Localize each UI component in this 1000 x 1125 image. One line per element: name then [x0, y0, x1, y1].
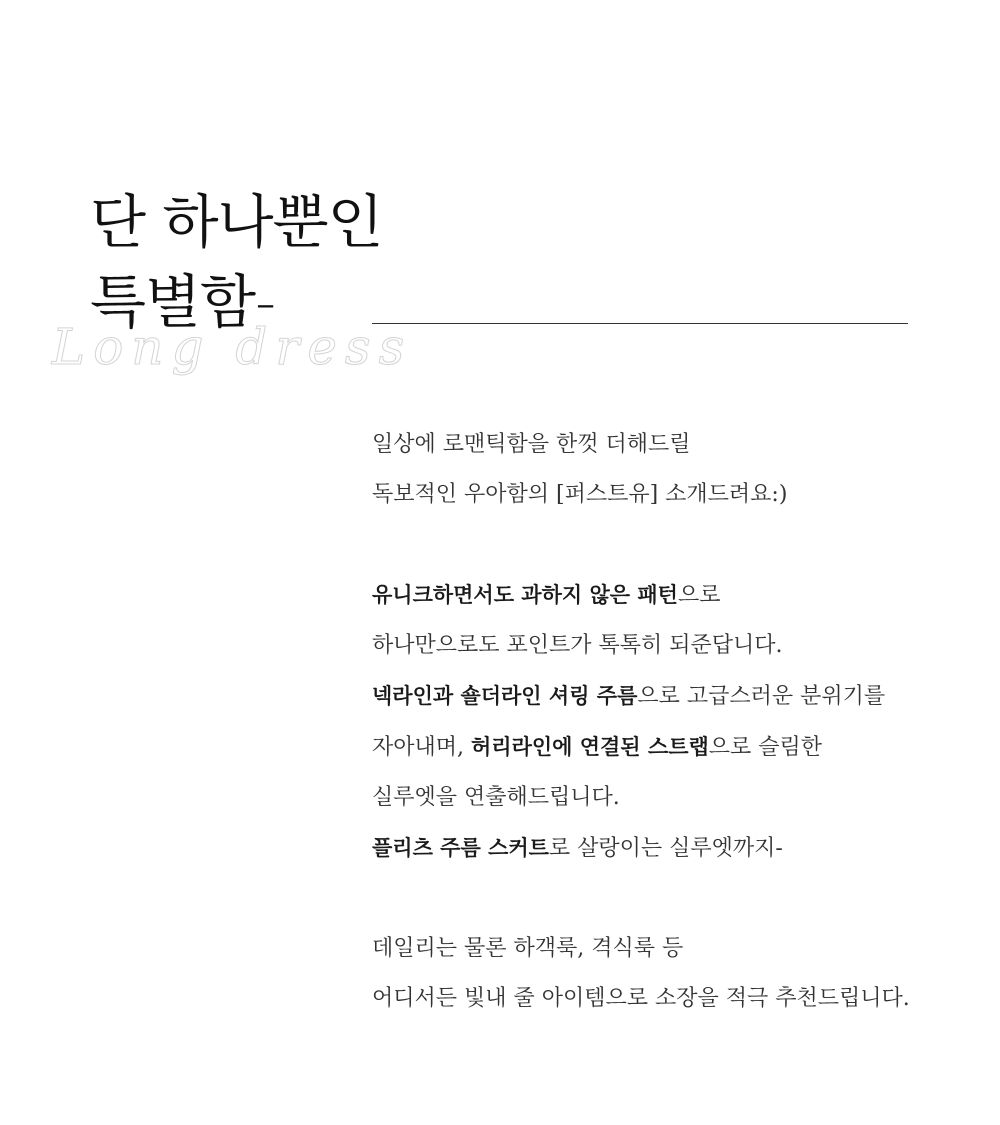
line-text: 실루엣을 연출해드립니다.: [372, 785, 620, 810]
description-line: [372, 773, 982, 823]
line-text: 일상에 로맨틱함을 한껏 더해드릴: [372, 432, 691, 457]
description-line: [372, 722, 982, 773]
description-line: [372, 671, 982, 722]
description-line: [372, 570, 982, 621]
product-heading: [90, 182, 383, 342]
line-text: 으로 슬림한: [708, 735, 823, 760]
description-line: [372, 823, 982, 874]
description-line: [372, 924, 982, 974]
heading-divider: [372, 323, 908, 324]
line-text: 하나만으로도 포인트가 톡톡히 되준답니다.: [372, 633, 783, 658]
paragraph-gap: [372, 520, 982, 570]
highlight-text: 허리라인에 연결된 스트랩: [471, 735, 709, 759]
line-text: 독보적인 우아함의 [퍼스트유] 소개드려요:): [372, 482, 788, 507]
line-text: 으로 고급스러운 분위기를: [637, 684, 886, 709]
line-text: 데일리는 물론 하객룩, 격식룩 등: [372, 936, 684, 961]
paragraph-gap: [372, 874, 982, 924]
heading-line-1: 단 하나뿐인: [90, 188, 383, 256]
heading-line-2: 특별함-: [90, 268, 276, 336]
script-watermark-text: Long dress: [52, 318, 413, 376]
description-line: [372, 420, 982, 470]
highlight-text: 유니크하면서도 과하지 않은 패턴: [372, 583, 678, 607]
line-text: 으로: [677, 583, 721, 608]
description-line: [372, 621, 982, 671]
line-text: 로 살랑이는 실루엣까지-: [548, 836, 783, 861]
description-text: [372, 420, 982, 1024]
description-line: [372, 470, 982, 520]
line-text: 어디서든 빛내 줄 아이템으로 소장을 적극 추천드립니다.: [372, 986, 910, 1011]
description-line: [372, 974, 982, 1024]
line-text: 자아내며,: [372, 735, 471, 760]
highlight-text: 플리츠 주름 스커트: [372, 836, 549, 860]
highlight-text: 넥라인과 숄더라인 셔링 주름: [372, 684, 638, 708]
